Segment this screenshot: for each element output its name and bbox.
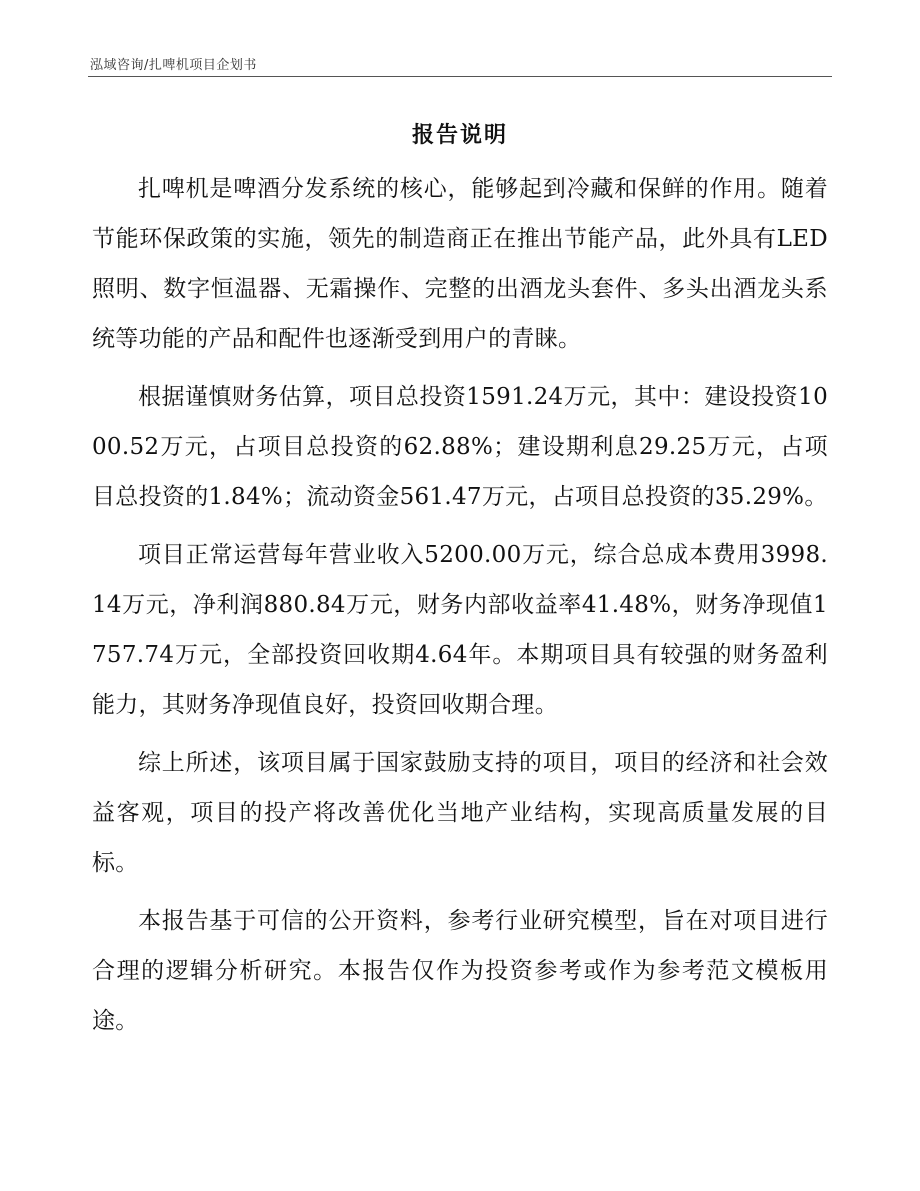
paragraph-revenue: 项目正常运营每年营业收入5200.00万元，综合总成本费用3998.14万元，净利润880.84万元，财务内部收益率41.48%，财务净现值1757.74万元，全部投资回收期4.64年。本期项目具有较强的财务盈利能力，其财务净现值良好，投资回收期合理。 <box>92 542 828 718</box>
paragraph-disclaimer: 本报告基于可信的公开资料，参考行业研究模型，旨在对项目进行合理的逻辑分析研究。本报告仅作为投资参考或作为参考范文模板用途。 <box>92 908 828 1034</box>
running-header: 泓域咨询/扎啤机项目企划书 <box>90 58 257 73</box>
document-title: 报告说明 <box>411 123 508 148</box>
paragraph-summary: 综上所述，该项目属于国家鼓励支持的项目，项目的经济和社会效益客观，项目的投产将改善优化当地产业结构，实现高质量发展的目标。 <box>92 750 828 876</box>
paragraph-investment: 根据谨慎财务估算，项目总投资1591.24万元，其中：建设投资1000.52万元，占项目总投资的62.88%；建设期利息29.25万元，占项目总投资的1.84%；流动资金561.47万元，占项目总投资的35.29%。 <box>92 384 828 510</box>
paragraph-intro: 扎啤机是啤酒分发系统的核心，能够起到冷藏和保鲜的作用。随着节能环保政策的实施，领先的制造商正在推出节能产品，此外具有LED照明、数字恒温器、无霜操作、完整的出酒龙头套件、多头出酒龙头系统等功能的产品和配件也逐渐受到用户的青睐。 <box>92 176 828 352</box>
header-divider <box>88 76 832 77</box>
document-body <box>92 164 828 1046</box>
